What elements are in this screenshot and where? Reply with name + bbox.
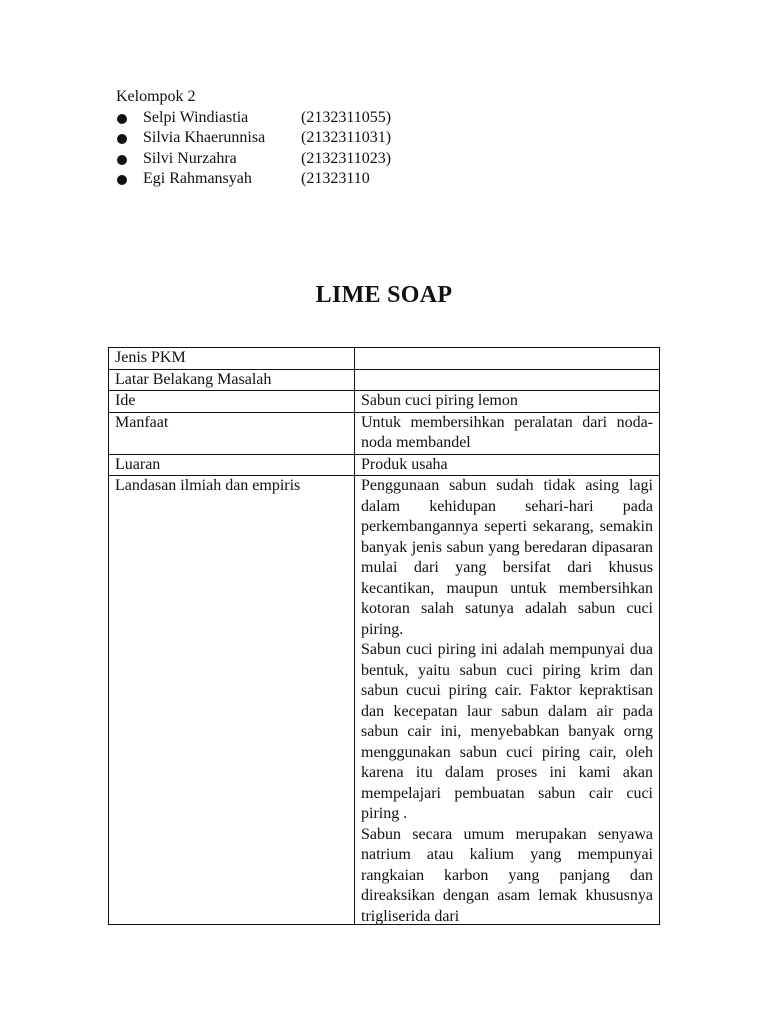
bullet-icon <box>117 134 127 144</box>
row-label: Jenis PKM <box>109 348 355 370</box>
row-value: Untuk membersihkan peralatan dari noda-noda membandel <box>355 412 660 454</box>
table-row <box>109 348 660 370</box>
row-value <box>355 348 660 370</box>
member-item <box>116 128 391 149</box>
row-label: Luaran <box>109 454 355 476</box>
paragraph-container <box>361 476 653 924</box>
row-label: Latar Belakang Masalah <box>109 369 355 391</box>
bullet-icon <box>117 175 127 185</box>
row-label: Landasan ilmiah dan empiris <box>109 476 355 925</box>
table-row <box>109 454 660 476</box>
paragraph: Sabun secara umum merupakan senyawa natrium atau kalium yang mempunyai rangkaian karbon yang panjang dan direaksikan dengan asam lemak khususnya trigliserida dari <box>361 825 653 924</box>
row-value: Sabun cuci piring lemon <box>355 391 660 413</box>
bullet-icon <box>117 155 127 165</box>
paragraph: Penggunaan sabun sudah tidak asing lagi dalam kehidupan sehari-hari pada perkembangannya seperti sekarang, semakin banyak jenis sabun yang beredaran dipasaran mulai dari yang bersifat dari khusus kecantikan, maupun untuk membersihkan kotoran salah satunya adalah sabun cuci piring. <box>361 477 653 638</box>
table-row <box>109 476 660 925</box>
pkm-table <box>108 347 660 925</box>
row-label: Manfaat <box>109 412 355 454</box>
row-label: Ide <box>109 391 355 413</box>
member-name: Egi Rahmansyah <box>143 170 252 187</box>
member-name: Silvi Nurzahra <box>143 149 237 167</box>
member-name: Silvia Khaerunnisa <box>143 129 266 146</box>
paragraph: Sabun cuci piring ini adalah mempunyai dua bentuk, yaitu sabun cuci piring krim dan sabun cucui piring cair. Faktor kepraktisan dan kecepatan laur sabun dalam air pada sabun cair ini, menyebabkan banyak orng menggunakan sabun cuci piring cair, oleh karena itu dalam proses ini kami akan mempelajari pembuatan sabun cair cuci piring . <box>361 641 653 822</box>
member-id: (2132311055) <box>301 108 392 126</box>
group-label: Kelompok 2 <box>116 88 196 105</box>
table-row <box>109 412 660 454</box>
bullet-icon <box>117 114 127 124</box>
member-id: (2132311023) <box>301 149 392 167</box>
member-item <box>116 108 391 129</box>
document-title: LIME SOAP <box>315 282 453 308</box>
row-value: Produk usaha <box>355 454 660 476</box>
row-value <box>355 476 660 925</box>
row-value <box>355 369 660 391</box>
member-item <box>116 169 391 190</box>
member-list <box>116 108 391 190</box>
member-id: (2132311031) <box>301 129 392 146</box>
group-info <box>116 87 391 190</box>
member-id: (21323110 <box>301 170 370 187</box>
table-row <box>109 369 660 391</box>
member-item <box>116 149 391 170</box>
member-name: Selpi Windiastia <box>143 108 249 126</box>
table-row <box>109 391 660 413</box>
